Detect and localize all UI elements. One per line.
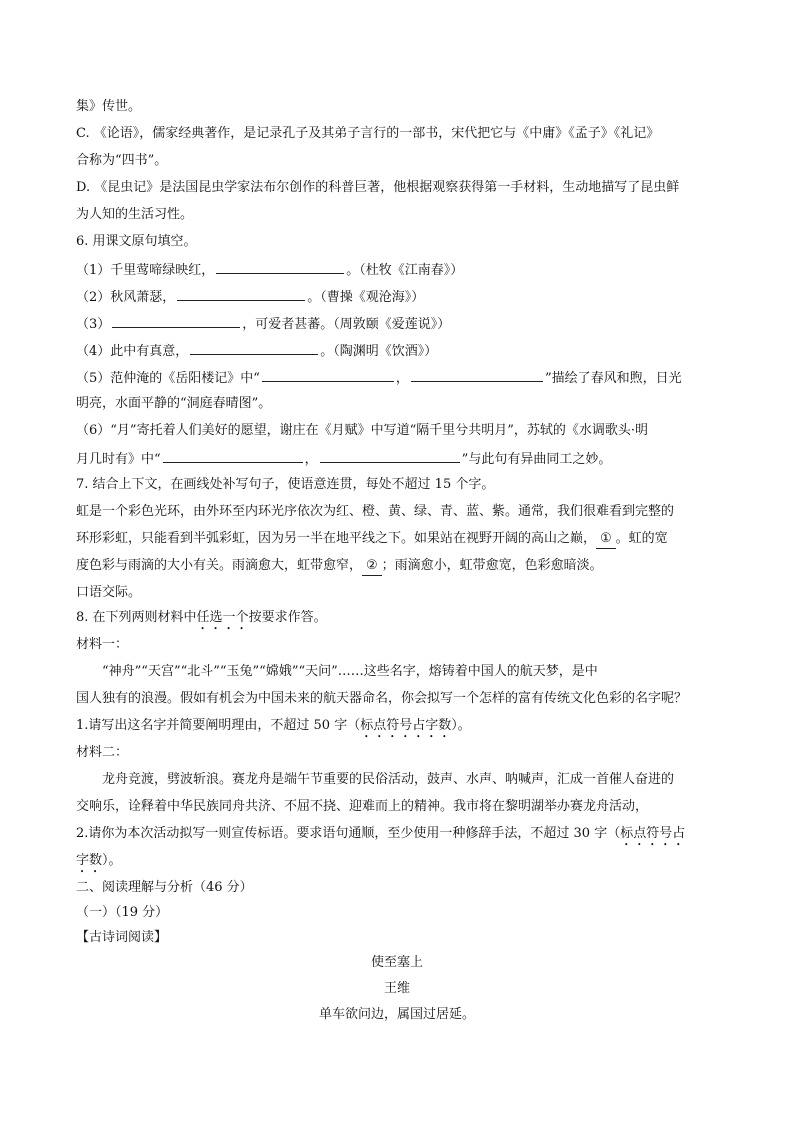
passage-text: ；雨滴愈小，虹带愈宽，色彩愈暗淡。 (381, 558, 603, 573)
emphasis-text: 字数 (76, 853, 103, 868)
passage-text: 。虹的宽 (615, 531, 668, 546)
option-c-line: C. 《论语》，儒家经典著作，是记录孔子及其弟子言行的一部书，宋代把它与《中庸》《孟子》《礼记》 (76, 126, 660, 141)
material-2-question (76, 825, 685, 849)
text-line: 合称为“四书”。 (76, 153, 168, 168)
material-2-question-cont (76, 852, 122, 876)
fill-prompt: （2）秋风萧瑟， (76, 290, 176, 305)
question-text: ）。 (451, 718, 471, 733)
question-text: ）。 (102, 853, 122, 868)
material-1-para: 国人独有的浪漫。假如有机会为中国未来的航天器命名，你会拟写一个怎样的富有传统文化色彩的名字呢？ (76, 691, 688, 706)
poem-line: 单车欲问边，属国过居延。 (318, 1007, 475, 1022)
fill-source: ，可爱者甚蕃。（周敦颐《爱莲说》） (242, 317, 451, 332)
fill-separator: ， (395, 371, 409, 386)
fill-prompt: （3） (76, 317, 111, 332)
question-7-title: 7. 结合上下文，在画线处补写句子，使语意连贯，每处不超过 15 个字。 (76, 477, 495, 492)
text-line: 集》传世。 (76, 99, 142, 114)
question-8-title (76, 609, 327, 633)
fill-blank-item-5 (76, 368, 682, 388)
blank-mark-1[interactable]: ① (596, 530, 616, 549)
question-text: 2.请你为本次活动拟写一则宣传标语。要求语句通顺，至少使用一种修辞手法，不超过 30 字（ (76, 826, 621, 841)
emphasis-text: 任选一个 (196, 610, 249, 625)
text-line: 明亮，水面平静的“洞庭春晴图”。 (76, 396, 272, 411)
emphasis-text: 标点符号占 (620, 826, 686, 841)
fill-source: 。（曹操《观沧海》） (307, 290, 425, 305)
material-1-para: “神舟”“天宫”“北斗”“玉兔”“嫦娥”“天问”……这些名字，熔铸着中国人的航天梦，是中 (102, 664, 598, 679)
fill-blank-item-6-cont (76, 449, 611, 469)
material-1-question (76, 717, 471, 741)
answer-blank[interactable] (320, 449, 460, 463)
answer-blank[interactable] (216, 260, 344, 274)
blank-mark-2[interactable]: ② (362, 557, 382, 576)
answer-blank[interactable] (112, 314, 240, 328)
section-label: 口语交际。 (76, 585, 142, 600)
fill-source: ”与此句有异曲同工之妙。 (461, 452, 612, 467)
passage-text: 环形彩虹，只能看到半弧彩虹，因为另一半在地平线之下。如果站在视野开阔的高山之巅， (76, 531, 597, 546)
fill-prompt: 月几时有》中“ (76, 452, 161, 467)
text-line: 为人知的生活习性。 (76, 207, 194, 222)
poem-author: 王维 (383, 981, 410, 996)
fill-blank-item-3 (76, 314, 450, 334)
fill-prompt: （5）范仲淹的《岳阳楼记》中“ (76, 371, 260, 386)
poem-title: 使至塞上 (370, 955, 423, 970)
passage-line (76, 557, 603, 576)
emphasis-text: 标点符号占字数 (360, 718, 452, 733)
fill-prompt: （1）千里莺啼绿映红， (76, 263, 215, 278)
answer-blank[interactable] (262, 368, 394, 382)
passage-line (76, 530, 668, 549)
fill-source: ”描绘了春风和煦，日光 (544, 371, 682, 386)
answer-blank[interactable] (190, 341, 318, 355)
fill-blank-item-6: （6）“月”寄托着人们美好的愿望，谢庄在《月赋》中写道“隔千里兮共明月”，苏轼的《水调歌头·明 (76, 423, 648, 438)
question-6-title: 6. 用课文原句填空。 (76, 234, 197, 249)
fill-blank-item-2 (76, 287, 424, 307)
answer-blank[interactable] (411, 368, 543, 382)
material-1-label: 材料一： (76, 637, 129, 652)
answer-blank[interactable] (163, 449, 303, 463)
material-2-label: 材料二： (76, 745, 129, 760)
fill-blank-item-4 (76, 341, 437, 361)
option-d-line: D. 《昆虫记》是法国昆虫学家法布尔创作的科普巨著，他根据观察获得第一手材料，生动地描写了昆虫鲜 (76, 180, 680, 195)
title-text: 按要求作答。 (248, 610, 327, 625)
passage-text: 度色彩与雨滴的大小有关。雨滴愈大，虹带愈窄， (76, 558, 363, 573)
section-heading: 二、阅读理解与分析（46 分） (76, 880, 253, 895)
fill-source: 。（杜牧《江南春》） (346, 263, 464, 278)
material-2-para: 交响乐，诠释着中华民族同舟共济、不屈不挠、迎难而上的精神。我市将在黎明湖举办赛龙舟活动， (76, 799, 649, 814)
reading-label: 【古诗词阅读】 (76, 930, 168, 945)
fill-blank-item-1 (76, 260, 463, 280)
material-2-para: 龙舟竞渡，劈波斩浪。赛龙舟是端午节重要的民俗活动，鼓声、水声、呐喊声，汇成一首催人奋进的 (102, 772, 675, 787)
subsection-heading: （一）（19 分） (76, 905, 169, 920)
answer-blank[interactable] (177, 287, 305, 301)
fill-prompt: （4）此中有真意， (76, 344, 189, 359)
fill-separator: ， (304, 452, 318, 467)
passage-line: 虹是一个彩色光环，由外环至内环光序依次为红、橙、黄、绿、青、蓝、紫。通常，我们很难看到完整的 (76, 504, 675, 519)
title-text: 8. 在下列两则材料中 (76, 610, 197, 625)
fill-source: 。（陶渊明《饮酒》） (320, 344, 438, 359)
question-text: 1.请写出这名字并简要阐明理由，不超过 50 字（ (76, 718, 361, 733)
